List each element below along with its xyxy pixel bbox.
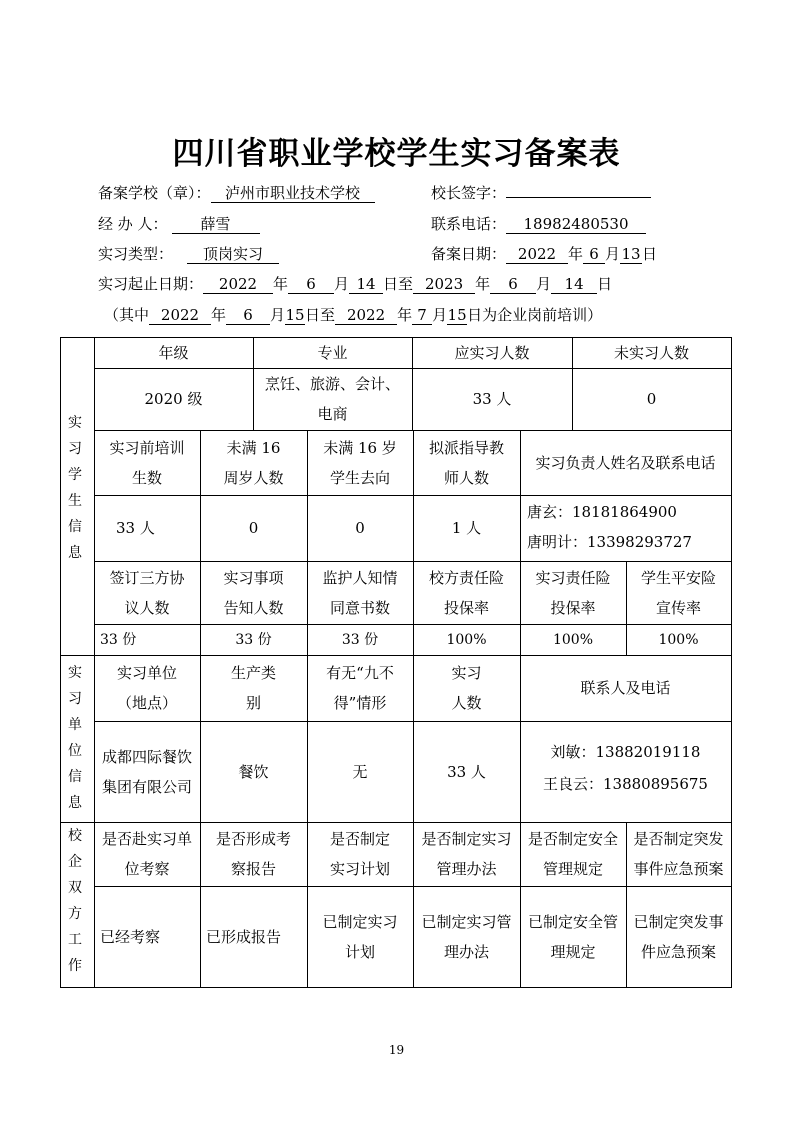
header-nine-prohibitions: 有无“九不得”情形: [326, 664, 394, 712]
header-guardian-consent: 监护人知情同意书数: [322, 568, 398, 617]
month-unit: 月: [605, 245, 621, 263]
header-intern-count: 实习人数: [451, 664, 482, 712]
value-guardian-consent: 33 份: [341, 631, 379, 648]
label-char: 信: [68, 769, 82, 785]
label-char: 信: [68, 519, 82, 535]
training-start-month: 6: [226, 306, 270, 325]
value-production-type: 餐饮: [238, 762, 269, 781]
label-char: 学: [68, 467, 82, 483]
school-line: [98, 183, 375, 203]
value-intern-unit: 成都四际餐饮集团有限公司: [102, 747, 193, 796]
period-start-day: 14: [349, 275, 383, 294]
phone-value: 18982480530: [506, 215, 646, 234]
section3-label: [62, 823, 88, 979]
value-school-insurance: 100%: [446, 631, 487, 648]
period-line: [98, 274, 612, 294]
training-start-day: 15: [285, 306, 305, 324]
period-start-month: 6: [288, 275, 334, 294]
training-close: 日为企业岗前培训）: [467, 306, 603, 324]
type-value: 顶岗实习: [187, 245, 279, 264]
month-unit: 月: [432, 306, 448, 324]
header-responsible-contact: 实习负责人姓名及联系电话: [535, 453, 716, 472]
handler-value: 薛雪: [172, 215, 260, 234]
value-grade: 2020 级: [144, 390, 203, 408]
header-site-visit: 是否赴实习单位考察: [101, 830, 192, 878]
date-line: [431, 244, 657, 264]
period-end-day: 14: [551, 275, 597, 294]
section2-label: [62, 660, 88, 816]
training-end-year: 2022: [335, 306, 397, 325]
value-pretraining: 33 人: [116, 519, 155, 537]
day-unit: 日: [642, 245, 658, 263]
handler-label: 经 办 人：: [98, 215, 168, 233]
contact-entry: 刘敏：13882019118: [550, 743, 701, 761]
label-char: 方: [68, 906, 82, 922]
header-notification: 实习事项告知人数: [223, 568, 284, 617]
month-unit: 月: [536, 275, 552, 293]
year-unit: 年: [273, 275, 289, 293]
header-intern-insurance: 实习责任险投保率: [535, 568, 611, 617]
value-major: 烹饪、旅游、会计、电商: [264, 375, 400, 423]
header-major: 专业: [317, 343, 348, 362]
training-open: （其中: [104, 306, 150, 324]
day-unit: 日: [597, 275, 613, 293]
header-under16-destination: 未满 16 岁学生去向: [323, 438, 397, 487]
value-under16-destination: 0: [355, 519, 365, 537]
label-char: 作: [68, 958, 82, 974]
label-char: 单: [68, 717, 82, 733]
value-site-visit: 已经考察: [100, 927, 161, 946]
label-char: 实: [68, 415, 82, 431]
value-visit-report: 已形成报告: [206, 927, 282, 946]
value-management-rules: 已制定实习管理办法: [421, 912, 512, 961]
header-pretraining: 实习前培训生数: [109, 438, 185, 487]
page-title: 四川省职业学校学生实习备案表: [172, 136, 621, 172]
responsible-contacts: [527, 497, 731, 557]
header-management-rules: 是否制定实习管理办法: [421, 830, 512, 878]
header-emergency-plan: 是否制定突发事件应急预案: [633, 830, 724, 878]
type-label: 实习类型：: [98, 245, 174, 263]
value-teachers: 1 人: [451, 519, 482, 537]
period-start-year: 2022: [203, 275, 273, 294]
contact-entry: 唐明计：13398293727: [527, 533, 692, 551]
value-safety-rules: 已制定安全管理规定: [527, 912, 618, 961]
header-production-type: 生产类别: [230, 664, 276, 712]
label-char: 校: [68, 828, 82, 844]
contact-entry: 唐玄：18181864900: [527, 503, 677, 521]
date-label: 备案日期：: [431, 245, 507, 263]
principal-line: [431, 183, 651, 203]
period-end-month: 6: [490, 275, 536, 294]
value-intern-count: 33 人: [447, 762, 486, 781]
value-safety-promotion: 100%: [658, 631, 699, 648]
label-char: 习: [68, 441, 82, 457]
unit-contacts: [520, 736, 731, 800]
value-emergency-plan: 已制定突发事件应急预案: [633, 912, 724, 961]
header-school-insurance: 校方责任险投保率: [428, 568, 504, 617]
date-year: 2022: [506, 245, 568, 264]
year-unit: 年: [475, 275, 491, 293]
label-char: 双: [68, 880, 82, 896]
school-label: 备案学校（章）：: [98, 184, 211, 202]
value-tripartite: 33 份: [100, 631, 137, 648]
header-intern-unit: 实习单位（地点）: [116, 664, 177, 712]
handler-line: [98, 214, 260, 234]
value-intern-insurance: 100%: [552, 631, 594, 648]
label-char: 息: [68, 795, 82, 811]
label-char: 企: [68, 854, 82, 870]
label-char: 习: [68, 691, 82, 707]
label-char: 工: [68, 932, 82, 948]
contact-entry: 王良云：13880895675: [543, 775, 708, 793]
training-start-year: 2022: [149, 306, 211, 325]
month-unit: 月: [270, 306, 286, 324]
header-tripartite: 签订三方协议人数: [109, 568, 185, 617]
section1-label: [62, 410, 88, 566]
date-day: 13: [621, 245, 641, 263]
value-nine-prohibitions: 无: [352, 762, 368, 781]
header-teachers: 拟派指导教师人数: [428, 438, 504, 487]
value-under16: 0: [248, 519, 259, 537]
value-not-interning: 0: [646, 390, 657, 408]
value-expected-count: 33 人: [472, 390, 512, 408]
header-not-interning: 未实习人数: [613, 343, 689, 362]
principal-label: 校长签字：: [431, 184, 507, 202]
header-grade: 年级: [158, 343, 189, 362]
school-value: 泸州市职业技术学校: [211, 184, 375, 203]
header-safety-rules: 是否制定安全管理规定: [527, 830, 618, 878]
month-unit: 月: [334, 275, 350, 293]
value-notification: 33 份: [235, 631, 272, 648]
phone-label: 联系电话：: [431, 215, 507, 233]
header-safety-promotion: 学生平安险宣传率: [640, 568, 716, 617]
label-char: 位: [68, 743, 82, 759]
year-unit: 年: [397, 306, 413, 324]
header-expected-count: 应实习人数: [454, 343, 530, 362]
header-under16: 未满 16 周岁人数: [223, 438, 284, 487]
training-mid: 日至: [305, 306, 336, 324]
training-line: [104, 305, 602, 325]
label-char: 生: [68, 493, 82, 509]
training-end-day: 15: [447, 306, 467, 324]
label-char: 实: [68, 665, 82, 681]
label-char: 息: [68, 545, 82, 561]
value-intern-plan: 已制定实习计划: [322, 912, 398, 961]
date-month: 6: [583, 245, 605, 264]
header-unit-contact: 联系人及电话: [580, 679, 671, 697]
period-end-year: 2023: [413, 275, 475, 294]
training-end-month: 7: [412, 306, 432, 325]
phone-line: [431, 214, 646, 234]
period-mid: 日至: [383, 275, 414, 293]
header-intern-plan: 是否制定实习计划: [329, 830, 390, 878]
header-visit-report: 是否形成考察报告: [216, 830, 292, 878]
year-unit: 年: [211, 306, 227, 324]
page-number: 19: [388, 1043, 405, 1057]
type-line: [98, 244, 279, 264]
principal-signature: [506, 197, 651, 198]
period-label: 实习起止日期：: [98, 275, 204, 293]
year-unit: 年: [568, 245, 584, 263]
